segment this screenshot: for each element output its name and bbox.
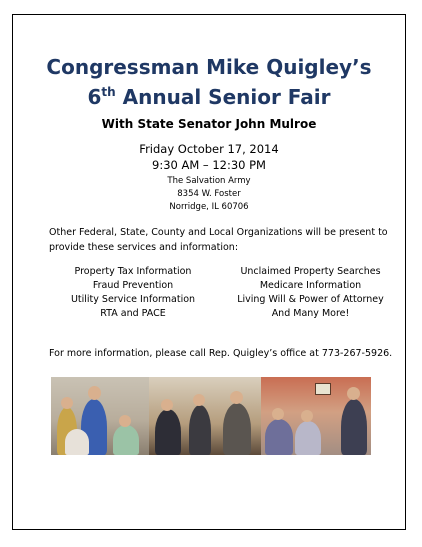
person-head <box>61 397 73 409</box>
services-right-column <box>223 265 398 321</box>
person-figure <box>341 399 367 455</box>
person-head <box>193 394 205 406</box>
event-photo-3 <box>261 377 371 455</box>
person-figure <box>265 419 293 455</box>
event-date: Friday October 17, 2014 <box>139 142 279 156</box>
event-photo-1 <box>51 377 149 455</box>
service-item: Property Tax Information <box>74 266 192 277</box>
venue-city: Norridge, IL 60706 <box>169 202 249 212</box>
event-photo-strip <box>51 377 371 455</box>
person-figure <box>65 429 89 455</box>
intro-paragraph: Other Federal, State, County and Local Organizations will be present to provide these services and information: <box>49 227 388 253</box>
edition-suffix: th <box>101 85 116 99</box>
person-figure <box>223 403 251 455</box>
service-item: Unclaimed Property Searches <box>240 266 381 277</box>
flyer-title-line2 <box>13 85 405 109</box>
venue-street: 8354 W. Foster <box>177 189 241 199</box>
person-head <box>119 415 131 427</box>
person-figure <box>295 421 321 455</box>
services-left-column <box>53 265 213 321</box>
service-item: Utility Service Information <box>70 294 196 305</box>
person-head <box>272 408 284 420</box>
person-figure <box>155 409 181 455</box>
service-item: Fraud Prevention <box>92 280 174 291</box>
wall-picture <box>315 383 331 395</box>
event-name: Annual Senior Fair <box>115 85 331 109</box>
service-item: Medicare Information <box>259 280 362 291</box>
service-item: And Many More! <box>271 308 350 319</box>
flyer-title: Congressman Mike Quigley’s <box>46 55 372 79</box>
service-item: RTA and PACE <box>100 308 166 319</box>
flyer-subtitle: With State Senator John Mulroe <box>101 117 317 131</box>
person-figure <box>189 405 211 455</box>
event-time: 9:30 AM – 12:30 PM <box>152 158 266 172</box>
person-figure <box>113 425 139 455</box>
venue-name: The Salvation Army <box>167 176 251 186</box>
contact-info: For more information, please call Rep. Quigley’s office at 773-267-5926. <box>49 348 393 359</box>
service-item: Living Will & Power of Attorney <box>237 294 384 305</box>
person-head <box>161 399 173 411</box>
person-head <box>301 410 313 422</box>
edition-number: 6 <box>87 85 102 109</box>
person-head <box>230 391 243 404</box>
person-head <box>88 386 101 400</box>
event-photo-2 <box>149 377 261 455</box>
person-head <box>347 387 360 400</box>
